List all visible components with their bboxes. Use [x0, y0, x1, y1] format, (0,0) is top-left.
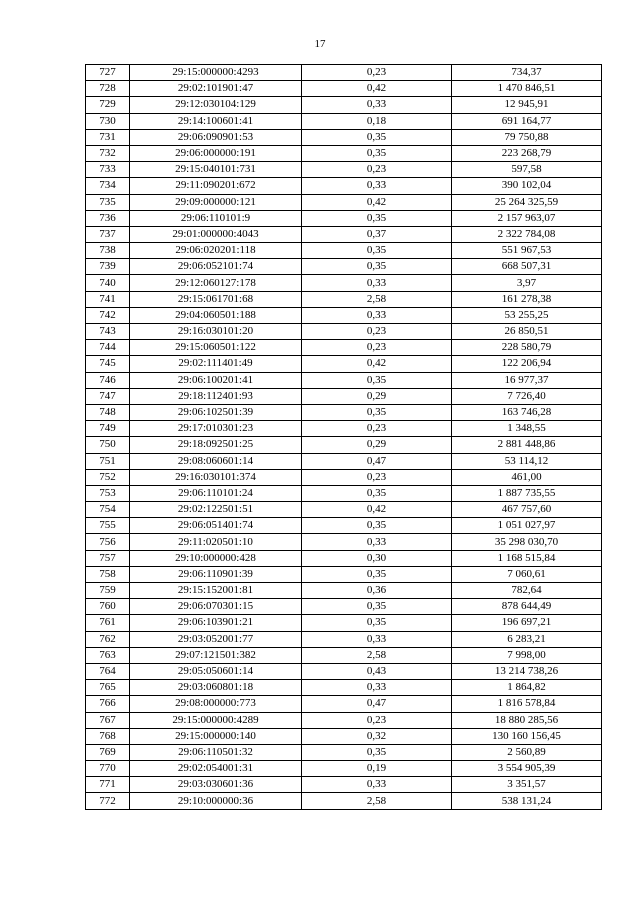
data-table — [85, 64, 602, 810]
page-number: 17 — [314, 38, 326, 50]
amount-cell: 26 850,51 — [452, 324, 602, 340]
cadastral-number-cell: 29:06:110101:9 — [130, 210, 302, 226]
coefficient-cell: 0,33 — [302, 178, 452, 194]
amount-cell: 3,97 — [452, 275, 602, 291]
cadastral-number-cell: 29:16:030101:374 — [130, 469, 302, 485]
table-row — [86, 680, 602, 696]
coefficient-cell: 0,29 — [302, 437, 452, 453]
cadastral-number-cell: 29:06:103901:21 — [130, 615, 302, 631]
row-number-cell: 746 — [86, 372, 130, 388]
amount-cell: 16 977,37 — [452, 372, 602, 388]
table-row — [86, 599, 602, 615]
coefficient-cell: 0,35 — [302, 404, 452, 420]
table-row — [86, 307, 602, 323]
amount-cell: 1 816 578,84 — [452, 696, 602, 712]
coefficient-cell: 0,35 — [302, 259, 452, 275]
table-row — [86, 65, 602, 81]
cadastral-number-cell: 29:06:110101:24 — [130, 485, 302, 501]
coefficient-cell: 0,35 — [302, 485, 452, 501]
coefficient-cell: 0,33 — [302, 631, 452, 647]
cadastral-number-cell: 29:17:010301:23 — [130, 421, 302, 437]
table-row — [86, 97, 602, 113]
cadastral-number-cell: 29:07:121501:382 — [130, 647, 302, 663]
amount-cell: 7 060,61 — [452, 566, 602, 582]
row-number-cell: 732 — [86, 145, 130, 161]
row-number-cell: 760 — [86, 599, 130, 615]
cadastral-number-cell: 29:15:040101:731 — [130, 162, 302, 178]
table-row — [86, 777, 602, 793]
coefficient-cell: 0,18 — [302, 113, 452, 129]
amount-cell: 53 114,12 — [452, 453, 602, 469]
table-row — [86, 566, 602, 582]
coefficient-cell: 0,37 — [302, 226, 452, 242]
coefficient-cell: 0,33 — [302, 680, 452, 696]
coefficient-cell: 0,23 — [302, 162, 452, 178]
amount-cell: 734,37 — [452, 65, 602, 81]
coefficient-cell: 0,42 — [302, 502, 452, 518]
row-number-cell: 729 — [86, 97, 130, 113]
table-row — [86, 696, 602, 712]
row-number-cell: 768 — [86, 728, 130, 744]
coefficient-cell: 0,42 — [302, 356, 452, 372]
amount-cell: 223 268,79 — [452, 145, 602, 161]
row-number-cell: 752 — [86, 469, 130, 485]
amount-cell: 691 164,77 — [452, 113, 602, 129]
amount-cell: 79 750,88 — [452, 129, 602, 145]
cadastral-number-cell: 29:10:000000:428 — [130, 550, 302, 566]
coefficient-cell: 0,36 — [302, 583, 452, 599]
row-number-cell: 766 — [86, 696, 130, 712]
coefficient-cell: 0,19 — [302, 761, 452, 777]
cadastral-number-cell: 29:03:030601:36 — [130, 777, 302, 793]
table-row — [86, 113, 602, 129]
table-row — [86, 502, 602, 518]
coefficient-cell: 2,58 — [302, 793, 452, 809]
amount-cell: 3 554 905,39 — [452, 761, 602, 777]
table-row — [86, 145, 602, 161]
coefficient-cell: 0,35 — [302, 566, 452, 582]
row-number-cell: 738 — [86, 243, 130, 259]
row-number-cell: 735 — [86, 194, 130, 210]
row-number-cell: 754 — [86, 502, 130, 518]
cadastral-number-cell: 29:15:000000:4293 — [130, 65, 302, 81]
amount-cell: 668 507,31 — [452, 259, 602, 275]
coefficient-cell: 2,58 — [302, 647, 452, 663]
row-number-cell: 769 — [86, 744, 130, 760]
cadastral-number-cell: 29:06:052101:74 — [130, 259, 302, 275]
cadastral-number-cell: 29:02:122501:51 — [130, 502, 302, 518]
row-number-cell: 759 — [86, 583, 130, 599]
amount-cell: 878 644,49 — [452, 599, 602, 615]
cadastral-number-cell: 29:06:110501:32 — [130, 744, 302, 760]
row-number-cell: 758 — [86, 566, 130, 582]
amount-cell: 228 580,79 — [452, 340, 602, 356]
table-row — [86, 485, 602, 501]
cadastral-number-cell: 29:03:060801:18 — [130, 680, 302, 696]
cadastral-number-cell: 29:11:090201:672 — [130, 178, 302, 194]
coefficient-cell: 0,42 — [302, 194, 452, 210]
amount-cell: 122 206,94 — [452, 356, 602, 372]
amount-cell: 18 880 285,56 — [452, 712, 602, 728]
cadastral-number-cell: 29:08:060601:14 — [130, 453, 302, 469]
table-row — [86, 226, 602, 242]
coefficient-cell: 0,23 — [302, 340, 452, 356]
table-row — [86, 291, 602, 307]
coefficient-cell: 0,35 — [302, 243, 452, 259]
table-row — [86, 615, 602, 631]
table-row — [86, 162, 602, 178]
cadastral-number-cell: 29:06:070301:15 — [130, 599, 302, 615]
table-row — [86, 583, 602, 599]
cadastral-number-cell: 29:16:030101:20 — [130, 324, 302, 340]
table-row — [86, 243, 602, 259]
table-row — [86, 129, 602, 145]
table-row — [86, 210, 602, 226]
cadastral-number-cell: 29:12:060127:178 — [130, 275, 302, 291]
coefficient-cell: 0,35 — [302, 518, 452, 534]
coefficient-cell: 0,33 — [302, 97, 452, 113]
amount-cell: 467 757,60 — [452, 502, 602, 518]
amount-cell: 461,00 — [452, 469, 602, 485]
row-number-cell: 762 — [86, 631, 130, 647]
coefficient-cell: 0,42 — [302, 81, 452, 97]
amount-cell: 35 298 030,70 — [452, 534, 602, 550]
table-row — [86, 421, 602, 437]
cadastral-number-cell: 29:02:101901:47 — [130, 81, 302, 97]
amount-cell: 163 746,28 — [452, 404, 602, 420]
row-number-cell: 761 — [86, 615, 130, 631]
row-number-cell: 764 — [86, 663, 130, 679]
row-number-cell: 770 — [86, 761, 130, 777]
row-number-cell: 749 — [86, 421, 130, 437]
table-row — [86, 518, 602, 534]
amount-cell: 53 255,25 — [452, 307, 602, 323]
coefficient-cell: 0,23 — [302, 324, 452, 340]
row-number-cell: 755 — [86, 518, 130, 534]
table-body — [86, 65, 602, 810]
amount-cell: 1 168 515,84 — [452, 550, 602, 566]
row-number-cell: 748 — [86, 404, 130, 420]
row-number-cell: 730 — [86, 113, 130, 129]
coefficient-cell: 0,35 — [302, 210, 452, 226]
coefficient-cell: 0,35 — [302, 145, 452, 161]
row-number-cell: 745 — [86, 356, 130, 372]
cadastral-number-cell: 29:01:000000:4043 — [130, 226, 302, 242]
row-number-cell: 731 — [86, 129, 130, 145]
row-number-cell: 765 — [86, 680, 130, 696]
table-row — [86, 388, 602, 404]
coefficient-cell: 0,30 — [302, 550, 452, 566]
table-row — [86, 356, 602, 372]
row-number-cell: 767 — [86, 712, 130, 728]
table-row — [86, 259, 602, 275]
amount-cell: 7 998,00 — [452, 647, 602, 663]
cadastral-number-cell: 29:02:054001:31 — [130, 761, 302, 777]
amount-cell: 2 157 963,07 — [452, 210, 602, 226]
coefficient-cell: 0,23 — [302, 712, 452, 728]
amount-cell: 782,64 — [452, 583, 602, 599]
table-row — [86, 275, 602, 291]
coefficient-cell: 0,23 — [302, 65, 452, 81]
row-number-cell: 737 — [86, 226, 130, 242]
cadastral-number-cell: 29:03:052001:77 — [130, 631, 302, 647]
amount-cell: 2 322 784,08 — [452, 226, 602, 242]
row-number-cell: 734 — [86, 178, 130, 194]
cadastral-number-cell: 29:06:102501:39 — [130, 404, 302, 420]
amount-cell: 7 726,40 — [452, 388, 602, 404]
amount-cell: 3 351,57 — [452, 777, 602, 793]
cadastral-number-cell: 29:06:110901:39 — [130, 566, 302, 582]
coefficient-cell: 0,33 — [302, 307, 452, 323]
cadastral-number-cell: 29:18:092501:25 — [130, 437, 302, 453]
table-row — [86, 647, 602, 663]
table-row — [86, 793, 602, 809]
row-number-cell: 744 — [86, 340, 130, 356]
row-number-cell: 740 — [86, 275, 130, 291]
cadastral-number-cell: 29:11:020501:10 — [130, 534, 302, 550]
row-number-cell: 739 — [86, 259, 130, 275]
amount-cell: 390 102,04 — [452, 178, 602, 194]
table-row — [86, 324, 602, 340]
cadastral-number-cell: 29:15:152001:81 — [130, 583, 302, 599]
cadastral-number-cell: 29:04:060501:188 — [130, 307, 302, 323]
cadastral-number-cell: 29:15:000000:4289 — [130, 712, 302, 728]
table-row — [86, 178, 602, 194]
cadastral-number-cell: 29:12:030104:129 — [130, 97, 302, 113]
amount-cell: 2 560,89 — [452, 744, 602, 760]
amount-cell: 597,58 — [452, 162, 602, 178]
row-number-cell: 742 — [86, 307, 130, 323]
cadastral-number-cell: 29:06:090901:53 — [130, 129, 302, 145]
amount-cell: 196 697,21 — [452, 615, 602, 631]
coefficient-cell: 0,33 — [302, 777, 452, 793]
cadastral-number-cell: 29:06:000000:191 — [130, 145, 302, 161]
coefficient-cell: 0,47 — [302, 696, 452, 712]
cadastral-number-cell: 29:02:111401:49 — [130, 356, 302, 372]
coefficient-cell: 0,33 — [302, 534, 452, 550]
cadastral-number-cell: 29:15:061701:68 — [130, 291, 302, 307]
amount-cell: 12 945,91 — [452, 97, 602, 113]
amount-cell: 2 881 448,86 — [452, 437, 602, 453]
coefficient-cell: 0,35 — [302, 615, 452, 631]
cadastral-number-cell: 29:06:100201:41 — [130, 372, 302, 388]
cadastral-number-cell: 29:08:000000:773 — [130, 696, 302, 712]
table-row — [86, 550, 602, 566]
coefficient-cell: 0,33 — [302, 275, 452, 291]
coefficient-cell: 2,58 — [302, 291, 452, 307]
coefficient-cell: 0,43 — [302, 663, 452, 679]
cadastral-number-cell: 29:10:000000:36 — [130, 793, 302, 809]
amount-cell: 1 864,82 — [452, 680, 602, 696]
table-row — [86, 663, 602, 679]
table-row — [86, 631, 602, 647]
row-number-cell: 727 — [86, 65, 130, 81]
table-row — [86, 340, 602, 356]
row-number-cell: 728 — [86, 81, 130, 97]
row-number-cell: 753 — [86, 485, 130, 501]
coefficient-cell: 0,29 — [302, 388, 452, 404]
row-number-cell: 747 — [86, 388, 130, 404]
table-row — [86, 469, 602, 485]
amount-cell: 538 131,24 — [452, 793, 602, 809]
cadastral-number-cell: 29:18:112401:93 — [130, 388, 302, 404]
coefficient-cell: 0,35 — [302, 599, 452, 615]
row-number-cell: 772 — [86, 793, 130, 809]
table-row — [86, 194, 602, 210]
cadastral-number-cell: 29:15:060501:122 — [130, 340, 302, 356]
table-row — [86, 712, 602, 728]
table-row — [86, 81, 602, 97]
table-row — [86, 534, 602, 550]
coefficient-cell: 0,23 — [302, 469, 452, 485]
amount-cell: 1 470 846,51 — [452, 81, 602, 97]
coefficient-cell: 0,23 — [302, 421, 452, 437]
amount-cell: 13 214 738,26 — [452, 663, 602, 679]
amount-cell: 1 348,55 — [452, 421, 602, 437]
amount-cell: 25 264 325,59 — [452, 194, 602, 210]
row-number-cell: 733 — [86, 162, 130, 178]
row-number-cell: 756 — [86, 534, 130, 550]
coefficient-cell: 0,47 — [302, 453, 452, 469]
row-number-cell: 743 — [86, 324, 130, 340]
coefficient-cell: 0,35 — [302, 372, 452, 388]
table-row — [86, 404, 602, 420]
row-number-cell: 741 — [86, 291, 130, 307]
cadastral-number-cell: 29:05:050601:14 — [130, 663, 302, 679]
coefficient-cell: 0,35 — [302, 129, 452, 145]
row-number-cell: 751 — [86, 453, 130, 469]
row-number-cell: 736 — [86, 210, 130, 226]
cadastral-number-cell: 29:09:000000:121 — [130, 194, 302, 210]
row-number-cell: 771 — [86, 777, 130, 793]
cadastral-number-cell: 29:06:051401:74 — [130, 518, 302, 534]
cadastral-number-cell: 29:15:000000:140 — [130, 728, 302, 744]
row-number-cell: 750 — [86, 437, 130, 453]
amount-cell: 1 887 735,55 — [452, 485, 602, 501]
row-number-cell: 757 — [86, 550, 130, 566]
cadastral-number-cell: 29:14:100601:41 — [130, 113, 302, 129]
coefficient-cell: 0,35 — [302, 744, 452, 760]
amount-cell: 6 283,21 — [452, 631, 602, 647]
cadastral-number-cell: 29:06:020201:118 — [130, 243, 302, 259]
amount-cell: 551 967,53 — [452, 243, 602, 259]
table-row — [86, 437, 602, 453]
table-row — [86, 453, 602, 469]
table-row — [86, 728, 602, 744]
amount-cell: 1 051 027,97 — [452, 518, 602, 534]
amount-cell: 130 160 156,45 — [452, 728, 602, 744]
amount-cell: 161 278,38 — [452, 291, 602, 307]
table-row — [86, 761, 602, 777]
table-row — [86, 372, 602, 388]
coefficient-cell: 0,32 — [302, 728, 452, 744]
row-number-cell: 763 — [86, 647, 130, 663]
table-row — [86, 744, 602, 760]
